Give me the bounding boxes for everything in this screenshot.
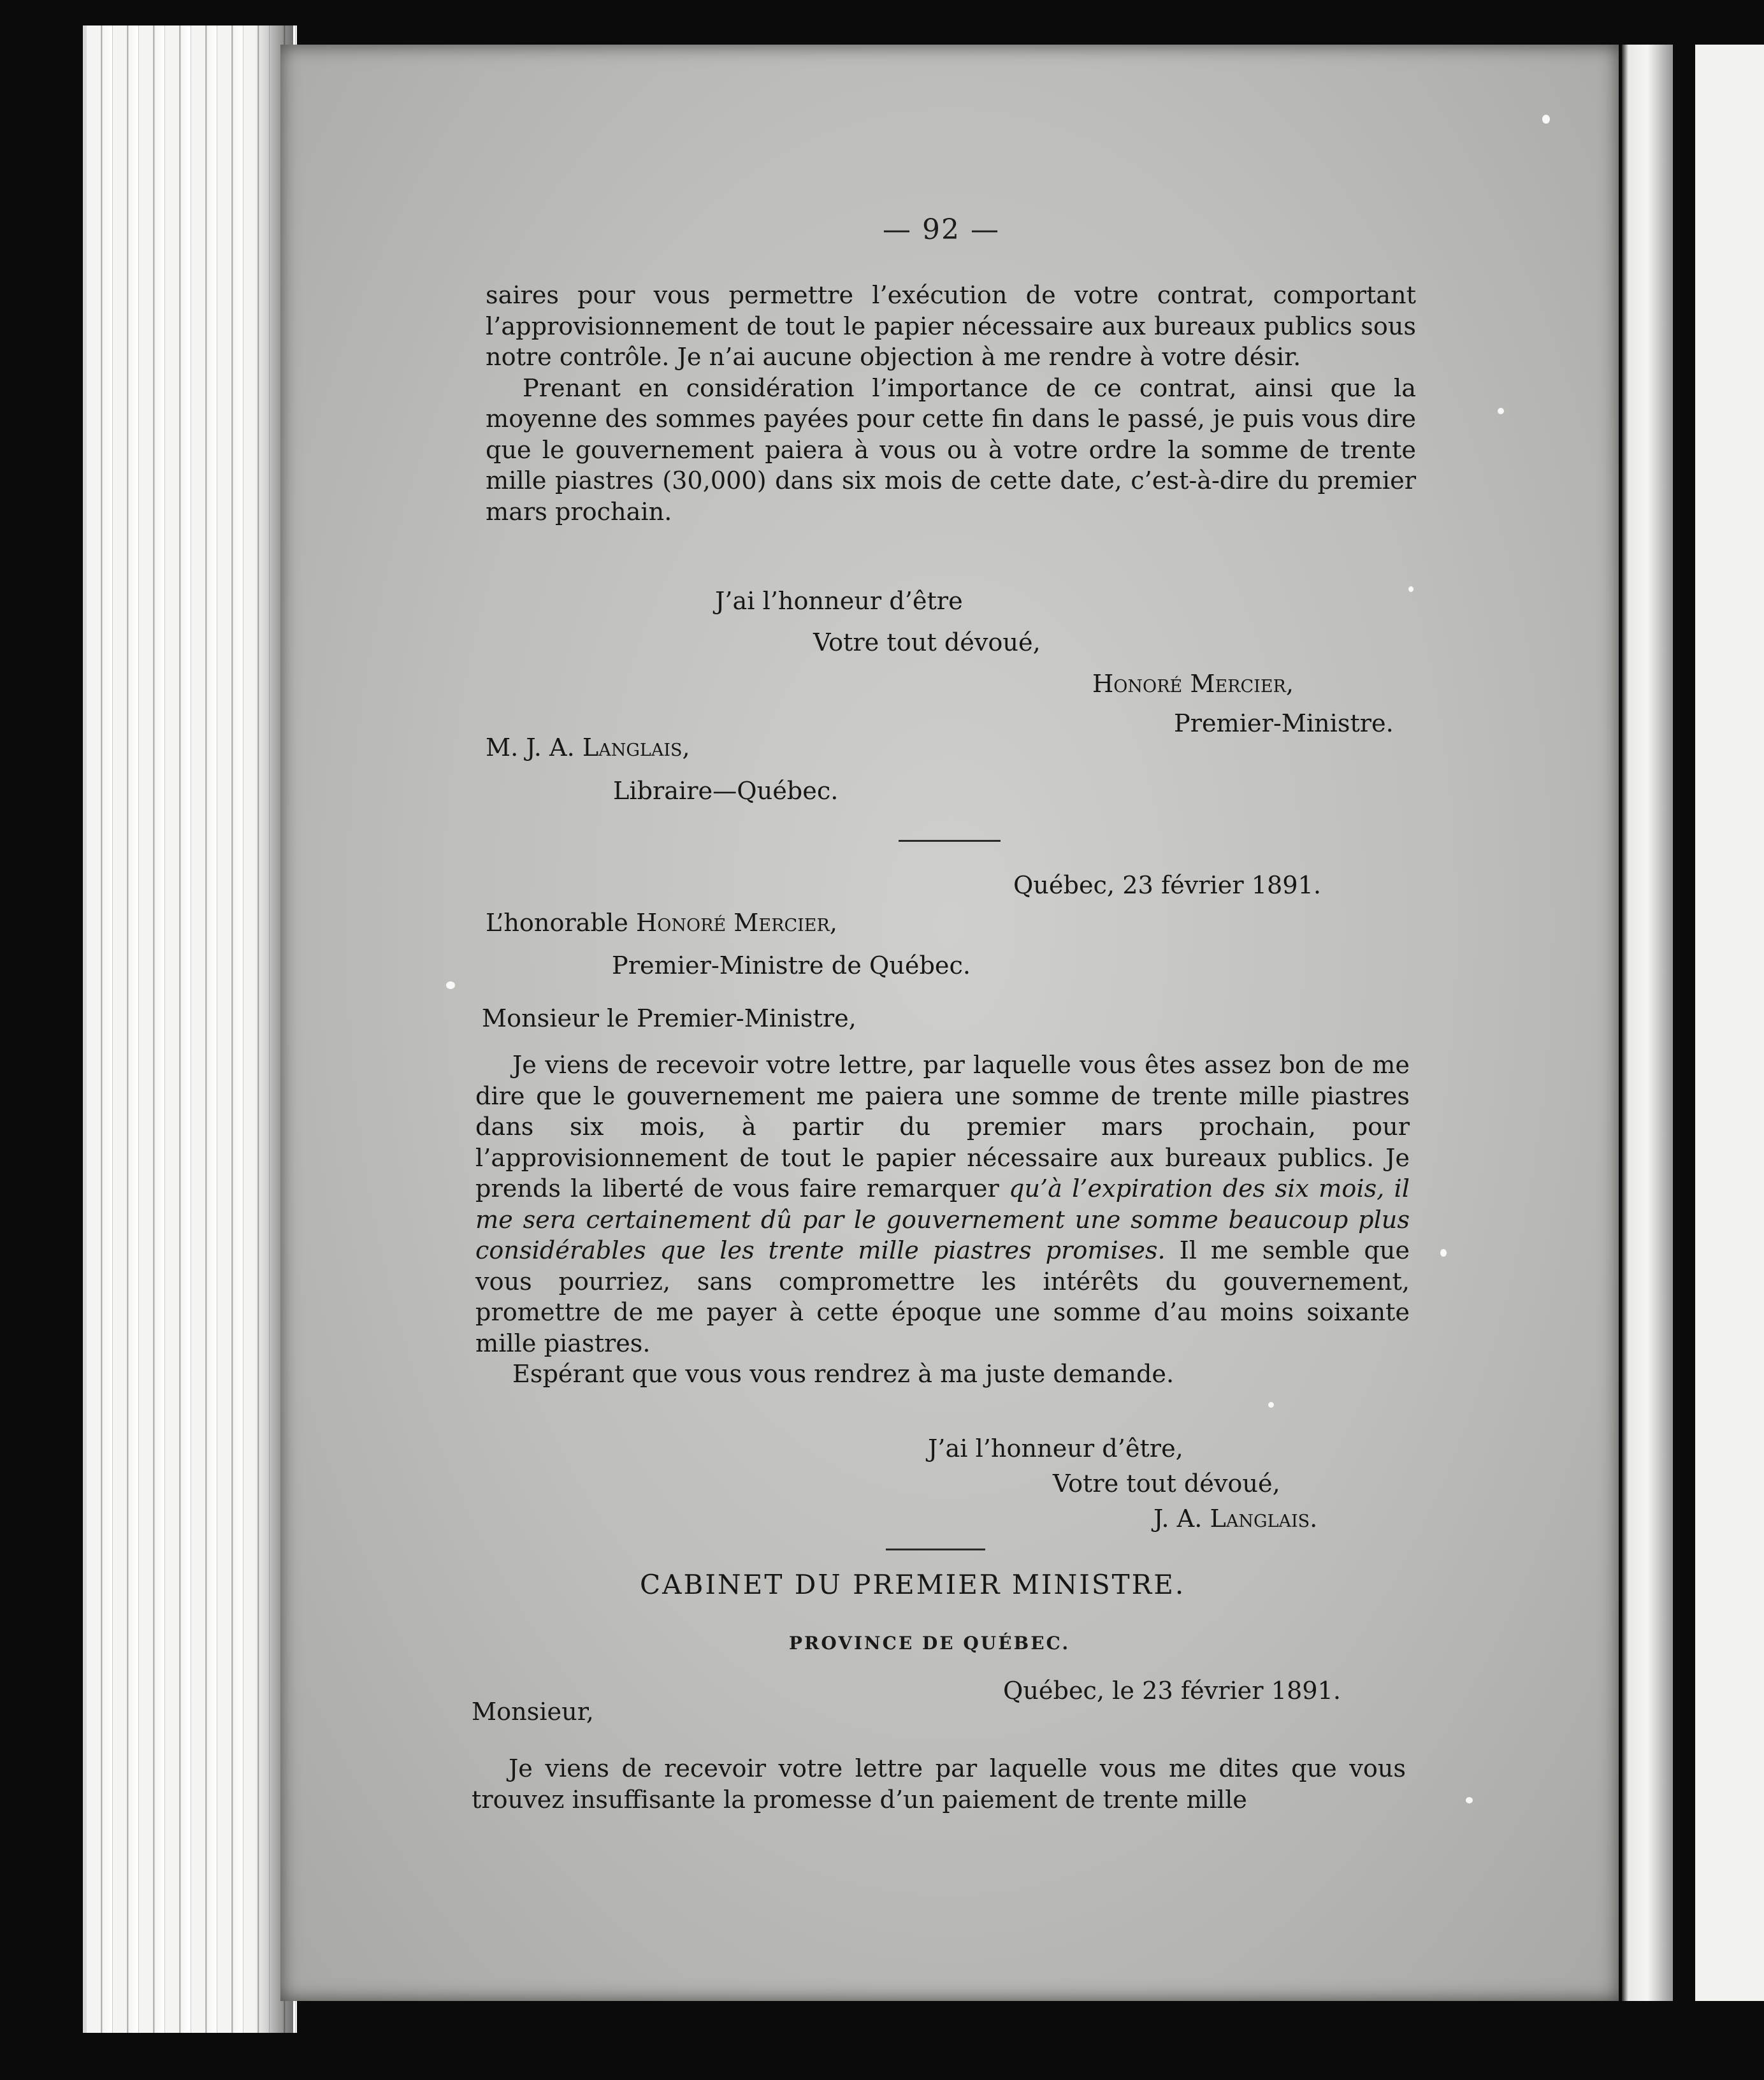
letter2-body-part2: Il me semble que vous pourriez, sans compromettre les intérêts du gouvernement, promettre de me payer à cette époque une somme d’au moins soixante mille piastres. xyxy=(475,1237,1410,1358)
letter1-closing-1: J’ai l’honneur d’être xyxy=(715,588,963,616)
page-right-edge xyxy=(1622,45,1673,2001)
scan-speck xyxy=(1440,1249,1447,1257)
letter2-body-italic: qu’à l’expiration des six mois, il me sera certainement dû par le gouvernement une somme beaucoup plus considérables que les trente mille piastres promises. xyxy=(475,1175,1410,1265)
scan-speck xyxy=(446,981,455,989)
letter3-dateline: Québec, le 23 février 1891. xyxy=(1003,1677,1341,1705)
letter1-signature-title: Premier-Ministre. xyxy=(1174,710,1394,738)
letter3-salutation: Monsieur, xyxy=(472,1698,594,1726)
scan-speck xyxy=(1268,1402,1274,1408)
scan-speck xyxy=(1466,1797,1473,1803)
letter2-addressee-line2: Premier-Ministre de Québec. xyxy=(612,952,971,980)
letter1-paragraph2: Prenant en considération l’importance de ce contrat, ainsi que la moyenne des sommes payées pour cette fin dans le passé, je puis vous dire que le gouvernement paiera à vous ou à votre ordre la somme de trente mille piastres (30,000) dans six mois de cette date, c’est-à-dire du premier mars prochain. xyxy=(486,374,1416,526)
letter1-paragraph1: saires pour vous permettre l’exécution de votre contrat, comportant l’approvisionnement de tout le papier nécessaire aux bureaux publics sous notre contrôle. Je n’ai aucune objection à me rendre à votre désir. xyxy=(486,282,1416,372)
letter3-subheading: PROVINCE DE QUÉBEC. xyxy=(789,1633,1071,1654)
scan-speck xyxy=(1542,115,1550,124)
letter3-body xyxy=(472,1754,1406,1816)
letter1-addressee-name: M. J. A. Langlais, xyxy=(486,734,690,762)
letter2-body xyxy=(475,1050,1410,1390)
letter1-body xyxy=(486,280,1416,528)
separator-rule-1 xyxy=(899,840,1001,842)
page-number: — 92 — xyxy=(883,213,1000,246)
letter2-dateline: Québec, 23 février 1891. xyxy=(1013,872,1322,900)
scan-speck xyxy=(1498,408,1504,414)
letter2-closing-1: J’ai l’honneur d’être, xyxy=(928,1435,1183,1463)
letter2-body-part1: Je viens de recevoir votre lettre, par laquelle vous êtes assez bon de me dire que le gouvernement me paiera une somme de trente mille piastres dans six mois, à partir du premier mars prochain, pour l’approvisionnement de tout le papier nécessaire aux bureaux publics. Je prends la liberté de vous faire remarquer xyxy=(475,1051,1410,1203)
letter2-paragraph1 xyxy=(475,1050,1410,1359)
letter2-addressee-line1 xyxy=(486,908,837,939)
letter2-addressee-prefix: L’honorable xyxy=(486,909,636,937)
separator-rule-2 xyxy=(886,1549,985,1550)
letter3-paragraph1: Je viens de recevoir votre lettre par laquelle vous me dites que vous trouvez insuffisante la promesse d’un paiement de trente mille xyxy=(472,1755,1406,1814)
letter2-paragraph2: Espérant que vous vous rendrez à ma juste demande. xyxy=(512,1361,1175,1389)
letter1-signature-name: Honoré Mercier, xyxy=(1092,670,1294,698)
letter2-signature: J. A. Langlais. xyxy=(1153,1505,1318,1533)
letter1-closing-2: Votre tout dévoué, xyxy=(813,629,1041,657)
letter3-heading: CABINET DU PREMIER MINISTRE. xyxy=(640,1569,1186,1600)
letter1-addressee-title: Libraire—Québec. xyxy=(613,777,839,805)
letter2-addressee-name: Honoré Mercier, xyxy=(635,909,837,937)
letter2-closing-2: Votre tout dévoué, xyxy=(1053,1470,1280,1498)
facing-page-edge xyxy=(1695,45,1764,2001)
scan-speck xyxy=(1408,586,1413,592)
letter2-salutation: Monsieur le Premier-Ministre, xyxy=(482,1005,857,1033)
